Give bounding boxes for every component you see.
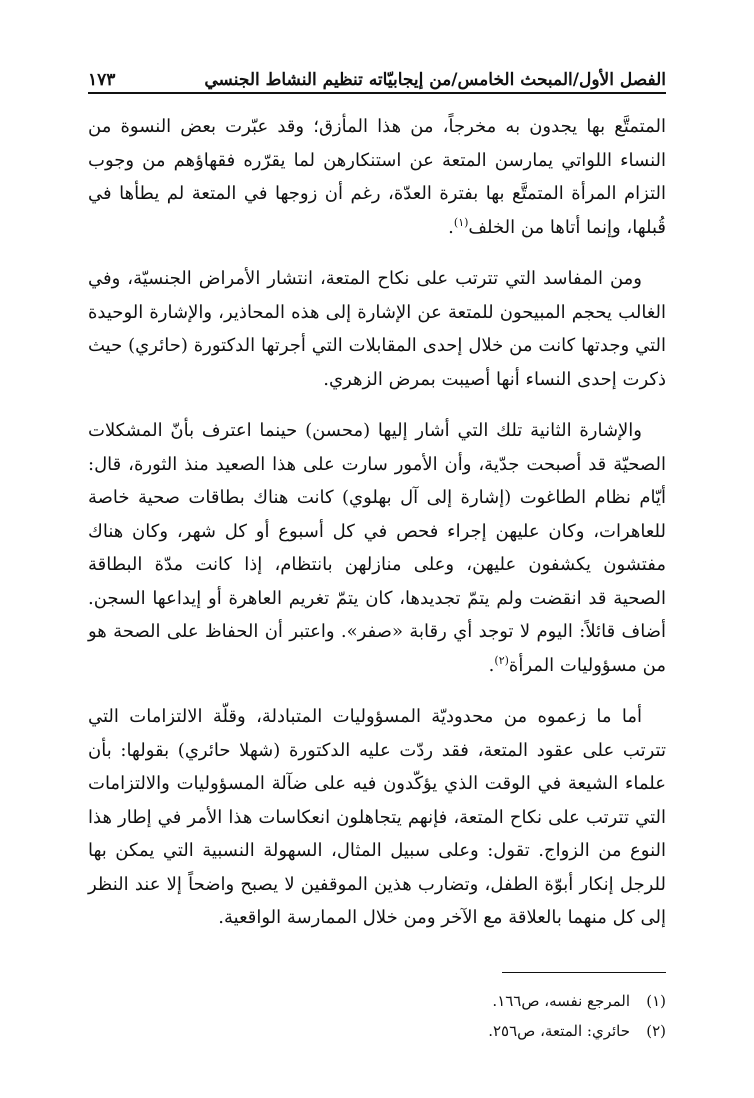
footnote-1-number: (١)	[646, 992, 666, 1010]
running-header	[88, 58, 666, 90]
footnote-2-number: (٢)	[646, 1022, 666, 1040]
header-title: الفصل الأول/المبحث الخامس/من إيجابيّاته تنظيم النشاط الجنسي	[204, 70, 666, 90]
paragraph-3-text: والإشارة الثانية تلك التي أشار إليها (محسن) حينما اعترف بأنّ المشكلات الصحيّة قد أصبحت جدّية، وأن الأمور سارت على هذا الصعيد منذ الثورة، قال: أيّام نظام الطاغوت (إشارة إلى آل بهلوي) كانت هناك بطاقات صحية خاصة للعاهرات، وكان عليهن إجراء فحص في كل أسبوع أو كل شهر، وكان هناك مفتشون يكشفون عليهن، وعلى منازلهن بانتظام، إذا كانت مدّة البطاقة الصحية قد انقضت ولم يتمّ تجديدها، كان يتمّ تغريم العاهرة أو إيداعها السجن. أضاف قائلاً: اليوم لا توجد أي رقابة «صفر». واعتبر أن الحفاظ على الصحة هو من مسؤوليات المرأة	[88, 420, 666, 676]
paragraph-1	[88, 110, 666, 244]
paragraph-2-text: ومن المفاسد التي تترتب على نكاح المتعة، انتشار الأمراض الجنسيّة، وفي الغالب يحجم المبيحون للمتعة عن الإشارة إلى هذه المحاذير، والإشارة الوحيدة التي وجدتها كانت من خلال إحدى المقابلات التي أجرتها الدكتورة (حائري) حيث ذكرت إحدى النساء أنها أصيبت بمرض الزهري.	[88, 268, 666, 390]
footnote-ref-1[interactable]: (١)	[453, 215, 469, 229]
footnote-divider	[502, 972, 666, 973]
paragraph-4	[88, 700, 666, 935]
footnote-2-text: حائري: المتعة، ص٢٥٦.	[488, 1022, 630, 1040]
paragraph-2	[88, 262, 666, 396]
footnote-1-text: المرجع نفسه، ص١٦٦.	[492, 992, 630, 1010]
paragraph-1-text: المتمتَّع بها يجدون به مخرجاً، من هذا المأزق؛ وقد عبّرت بعض النسوة من النساء اللواتي يمارسن المتعة عن استنكارهن لما يقرّره فقهاؤهم من وجوب التزام المرأة المتمتَّع بها بفترة العدّة، رغم أن زوجها في المتعة لم يطأها في قُبلها، وإنما أتاها من الخلف	[88, 116, 666, 238]
paragraph-3-end: .	[488, 654, 495, 676]
page-number: ١٧٣	[88, 70, 116, 90]
footnote-1	[88, 986, 666, 1016]
footnote-2	[88, 1016, 666, 1046]
paragraph-4-text: أما ما زعموه من محدوديّة المسؤوليات المتبادلة، وقلّة الالتزامات التي تترتب على عقود المتعة، فقد ردّت عليه الدكتورة (شهلا حائري) بقولها: بأن علماء الشيعة في الوقت الذي يؤكّدون فيه على ضآلة المسؤوليات والالتزامات التي تترتب على نكاح المتعة، فإنهم يتجاهلون انعكاسات هذا الأمر في إطار هذا النوع من الزواج. تقول: وعلى سبيل المثال، السهولة النسبية التي يمكن بها للرجل إنكار أبوّة الطفل، وتضارب هذين الموقفين لا يصبح واضحاً إلا عند النظر إلى كل منهما بالعلاقة مع الآخر ومن خلال الممارسة الواقعية.	[88, 706, 666, 928]
footnote-ref-2[interactable]: (٢)	[494, 653, 509, 667]
footnotes	[88, 986, 666, 1046]
paragraph-1-end: .	[448, 216, 454, 238]
page-body	[88, 110, 666, 953]
header-divider	[88, 92, 666, 94]
paragraph-3	[88, 414, 666, 682]
